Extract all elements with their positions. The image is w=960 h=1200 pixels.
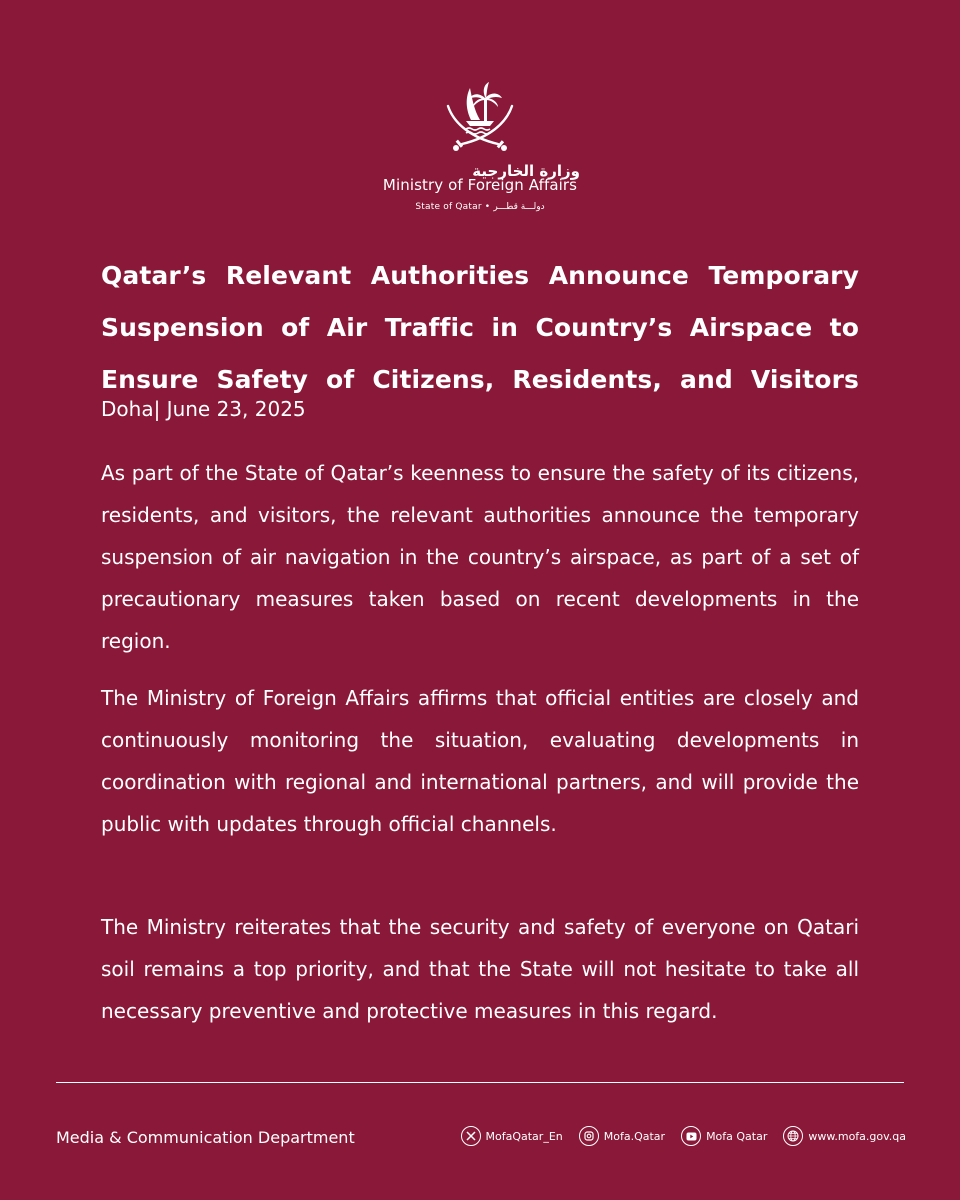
department-label: Media & Communication Department — [56, 1128, 355, 1147]
body-paragraph: As part of the State of Qatar’s keenness to ensure the safety of its citizens, residents, and visitors, the relevant authorities announce the temporary suspension of air navigation in the country’s airspace, as part of a set of precautionary measures taken based on recent developments in the region. — [101, 461, 859, 653]
page-title — [101, 250, 859, 406]
social-link-instagram[interactable] — [579, 1126, 665, 1146]
body-paragraph: The Ministry reiterates that the security and safety of everyone on Qatari soil remains a top priority, and that the State will not hesitate to take all necessary preventive and protective measures in this regard. — [101, 915, 859, 1023]
social-label: MofaQatar_En — [485, 1129, 563, 1143]
instagram-icon — [579, 1126, 599, 1146]
x-icon — [461, 1126, 481, 1146]
headline-line: Qatar’s Relevant Authorities Announce Temporary — [101, 261, 859, 290]
logo — [0, 76, 960, 212]
footer-divider — [56, 1082, 904, 1083]
social-links — [445, 1126, 906, 1146]
ministry-name-arabic: وزارة الخارجية — [472, 162, 580, 180]
social-label: www.mofa.gov.qa — [808, 1129, 906, 1143]
social-link-x[interactable] — [461, 1126, 563, 1146]
qatar-emblem-icon — [440, 76, 520, 156]
youtube-icon — [681, 1126, 701, 1146]
social-label: Mofa Qatar — [706, 1129, 768, 1143]
social-link-youtube[interactable] — [681, 1126, 767, 1146]
body-paragraph: The Ministry of Foreign Affairs affirms that official entities are closely and continuously monitoring the situation, evaluating developments in coordination with regional and international partners, and will provide the public with updates through official channels. — [101, 686, 859, 836]
social-link-website[interactable] — [783, 1126, 906, 1146]
social-label: Mofa.Qatar — [603, 1129, 666, 1143]
state-of-qatar-line: State of Qatar • دولـــة قطـــر — [415, 202, 545, 212]
globe-icon — [783, 1126, 803, 1146]
headline-line: Suspension of Air Traffic in Country’s Airspace to — [101, 313, 859, 342]
headline-line: Ensure Safety of Citizens, Residents, and Visitors — [101, 365, 859, 394]
dateline: Doha| June 23, 2025 — [101, 397, 306, 421]
ministry-name-english: Ministry of Foreign Affairs — [382, 176, 578, 194]
